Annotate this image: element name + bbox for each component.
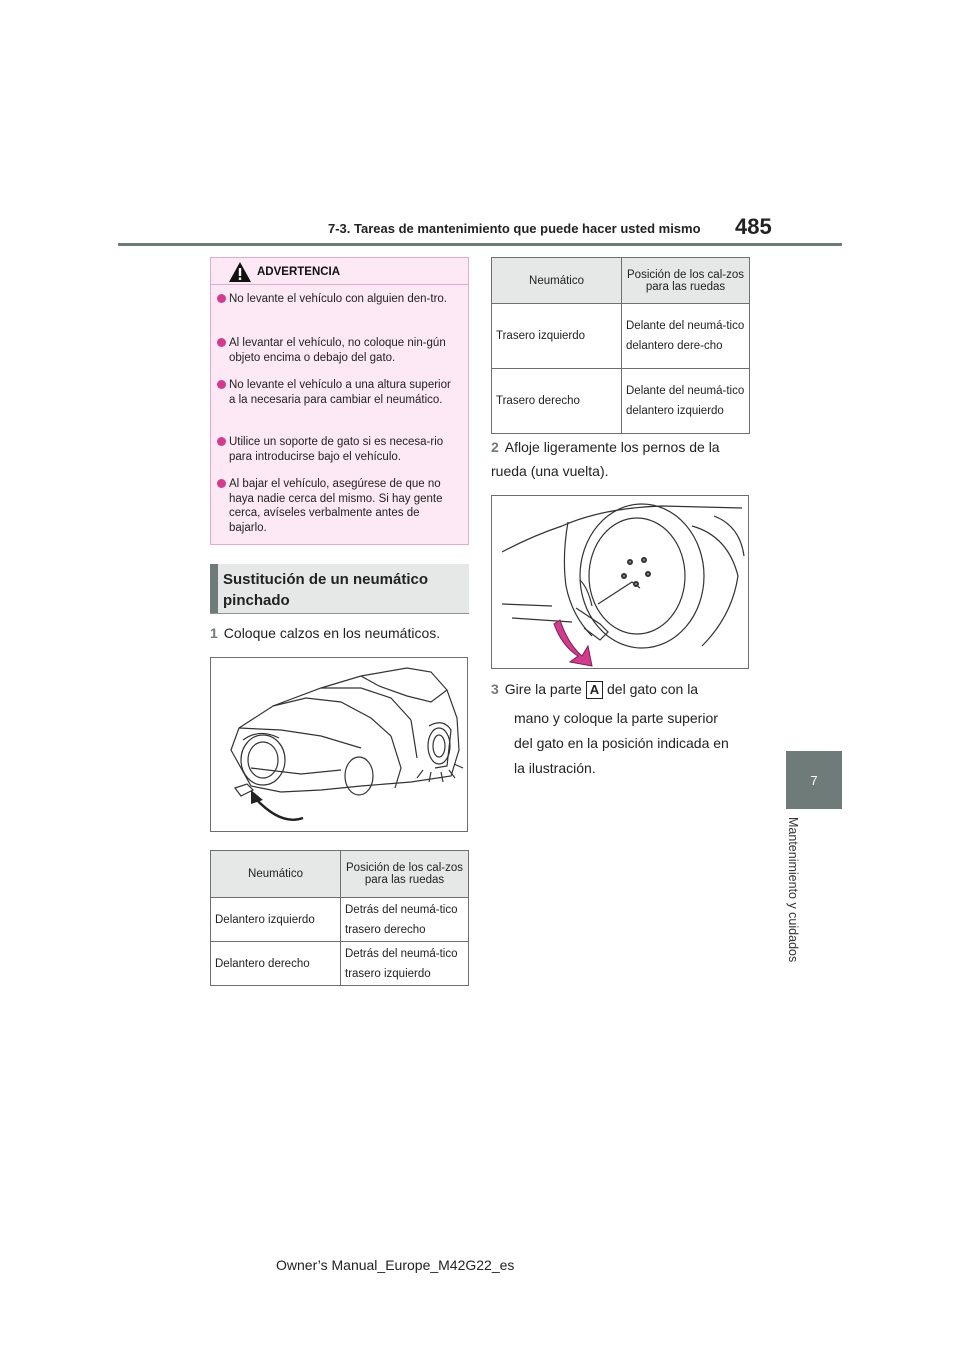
car-chocks-drawing: [211, 658, 467, 831]
bullet-icon: [217, 294, 226, 303]
section-title: 7-3. Tareas de mantenimiento que puede hacer usted mismo: [328, 221, 701, 236]
step-number: 1: [210, 625, 218, 641]
step-number: 3: [491, 681, 499, 697]
table-cell: Trasero izquierdo: [492, 304, 622, 369]
table-header: Neumático: [211, 851, 341, 898]
bullet-icon: [217, 380, 226, 389]
warning-item: Al levantar el vehículo, no coloque nin-gún objeto encima o debajo del gato.: [217, 336, 459, 365]
warning-title: ADVERTENCIA: [257, 266, 341, 278]
step-text: Coloque calzos en los neumáticos.: [223, 625, 441, 641]
table-header: Neumático: [492, 258, 622, 304]
step-text: del gato con la: [607, 681, 699, 697]
footer-manual-id: Owner’s Manual_Europe_M42G22_es: [276, 1257, 515, 1273]
warning-box: [210, 257, 469, 545]
step-text-line: la ilustración.: [514, 760, 596, 776]
wheel-nuts-drawing: [492, 496, 748, 668]
table-row: [492, 369, 750, 434]
warning-item: Al bajar el vehículo, asegúrese de que no haya nadie cerca del mismo. Si hay gente cerca, avíseles verbalmente antes de bajarlo.: [217, 477, 459, 535]
wheel-nuts-illustration: [491, 495, 749, 669]
warning-item: No levante el vehículo a una altura superior a la necesaria para cambiar el neumático.: [217, 378, 459, 407]
warning-triangle-icon: [228, 261, 252, 283]
step-number: 2: [491, 439, 499, 455]
table-cell: Detrás del neumá-tico trasero izquierdo: [341, 942, 469, 986]
step-text: Gire la parte: [504, 681, 582, 697]
bullet-icon: [217, 338, 226, 347]
table-cell: Delantero derecho: [211, 942, 341, 986]
chapter-tab[interactable]: [786, 751, 842, 809]
table-row: [492, 304, 750, 369]
warning-item: No levante el vehículo con alguien den-tro.: [217, 292, 459, 307]
chock-position-table-rear: [491, 257, 750, 434]
warning-header: [211, 258, 468, 285]
table-cell: Delante del neumá-tico delantero izquierdo: [622, 369, 750, 434]
section-heading: [210, 564, 469, 614]
section-heading-text: Sustitución de un neumático pinchado: [223, 571, 429, 609]
table-cell: Delante del neumá-tico delantero dere-cho: [622, 304, 750, 369]
warning-item: Utilice un soporte de gato si es necesa-rio para introducirse bajo el vehículo.: [217, 435, 459, 464]
part-label-a: A: [586, 681, 603, 699]
step-2: [491, 435, 751, 483]
table-header: Posición de los cal-zos para las ruedas: [341, 851, 469, 898]
header-rule: [118, 243, 842, 246]
page-number: 485: [735, 214, 772, 239]
table-row: [211, 942, 469, 986]
table-cell: Detrás del neumá-tico trasero derecho: [341, 898, 469, 942]
table-header: Posición de los cal-zos para las ruedas: [622, 258, 750, 304]
chock-position-table-front: [210, 850, 469, 986]
heading-bar: [210, 564, 218, 613]
bullet-icon: [217, 479, 226, 488]
chapter-title: Mantenimiento y cuidados: [786, 817, 800, 963]
step-text-line: mano y coloque la parte superior: [514, 710, 718, 726]
table-row: [211, 898, 469, 942]
chapter-number: 7: [810, 772, 818, 788]
table-cell: Delantero izquierdo: [211, 898, 341, 942]
table-cell: Trasero derecho: [492, 369, 622, 434]
step-3: [491, 677, 751, 781]
step-text-line: del gato en la posición indicada en: [514, 735, 729, 751]
step-1: [210, 621, 480, 645]
car-chocks-illustration: [210, 657, 468, 832]
step-text: Afloje ligeramente los pernos de la rueda (una vuelta).: [491, 439, 720, 479]
bullet-icon: [217, 437, 226, 446]
